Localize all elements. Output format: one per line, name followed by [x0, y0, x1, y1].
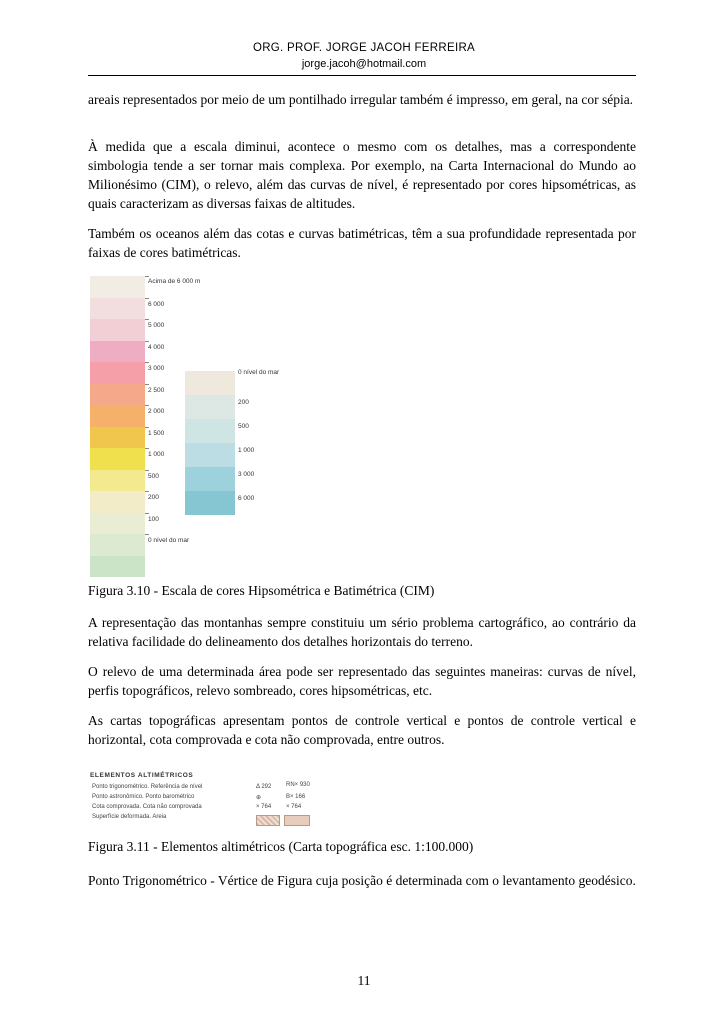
paragraph: O relevo de uma determinada área pode ser representado das seguintes maneiras: curvas de nível, perfis topográficos, relevo sombreado, cores hipsométricas, etc.	[88, 664, 636, 698]
hypsometric-tick	[145, 513, 149, 514]
hypsometric-band	[90, 448, 145, 470]
hypsometric-band	[90, 427, 145, 449]
legend-row-label: Ponto astronômico. Ponto barométrico	[92, 794, 195, 800]
hypsometric-label: 200	[148, 494, 159, 501]
figure-caption: Figura 3.10 - Escala de cores Hipsométrica e Batimétrica (CIM)	[88, 583, 435, 598]
hypsometric-tick	[145, 276, 149, 277]
hypsometric-label: 2 000	[148, 408, 165, 415]
hypsometric-tick	[145, 384, 149, 385]
paragraph: Também os oceanos além das cotas e curvas batimétricas, têm a sua profundidade representada por faixas de cores batimétricas.	[88, 226, 636, 260]
trig-point-symbol: Δ 292	[256, 784, 272, 790]
hypsometric-label: 2 500	[148, 386, 165, 394]
header-rule	[88, 75, 636, 76]
figure-caption: Figura 3.11 - Elementos altimétricos (Carta topográfica esc. 1:100.000)	[88, 839, 474, 854]
bathymetric-band	[185, 371, 235, 395]
paragraph: A representação das montanhas sempre constituiu um sério problema cartográfico, ao contrário da relativa facilidade do delineamento dos detalhes horizontais do terreno.	[88, 615, 636, 649]
bathymetric-band	[185, 443, 235, 467]
bathymetric-label: 3 000	[238, 471, 255, 478]
hypsometric-label: 1 000	[148, 451, 165, 458]
hypsometric-band	[90, 384, 145, 406]
hypsometric-tick	[145, 298, 149, 299]
hypsometric-label: 4 000	[148, 343, 165, 351]
header-email: jorge.jacoh@hotmail.com	[301, 58, 427, 70]
benchmark-symbol: RN× 930	[286, 782, 310, 788]
hypsometric-band	[90, 362, 145, 384]
hypsometric-tick	[145, 341, 149, 342]
bathymetric-band	[185, 491, 235, 515]
hypsometric-label: 0 nível do mar	[148, 537, 190, 544]
astro-point-symbol: ⊕	[256, 795, 262, 801]
hypsometric-band	[90, 534, 145, 556]
hypsometric-tick	[145, 491, 149, 492]
hypsometric-band	[90, 513, 145, 535]
hypsometric-tick	[145, 319, 149, 320]
legend-row-label: Superfície deformada. Areia	[92, 814, 167, 820]
barometric-point-symbol: B× 166	[286, 794, 306, 800]
bathymetric-label: 200	[238, 399, 249, 406]
hypsometric-band	[90, 276, 145, 298]
legend-title: ELEMENTOS ALTIMÉTRICOS	[90, 772, 194, 779]
verified-height-symbol: × 764	[256, 804, 272, 810]
bathymetric-band	[185, 467, 235, 491]
hypsometric-tick	[145, 470, 149, 471]
bathymetric-label: 500	[238, 423, 249, 430]
hypsometric-band	[90, 319, 145, 341]
hypsometric-tick	[145, 448, 149, 449]
bathymetric-band	[185, 419, 235, 443]
figure-hypsometric-scale	[90, 276, 290, 581]
paragraph: As cartas topográficas apresentam pontos de controle vertical e pontos de controle vertical e horizontal, cota comprovada e cota não comprovada, entre outros.	[88, 713, 636, 747]
hypsometric-label: 500	[148, 472, 159, 480]
hypsometric-band	[90, 470, 145, 492]
hypsometric-label: 3 000	[148, 365, 165, 372]
legend-row-label: Cota comprovada. Cota não comprovada	[92, 804, 202, 810]
hypsometric-band	[90, 341, 145, 363]
hypsometric-band	[90, 405, 145, 427]
page-number: 11	[357, 973, 371, 988]
hypsometric-label: 6 000	[148, 300, 165, 308]
paragraph: Ponto Trigonométrico - Vértice de Figura cuja posição é determinada com o levantamento geodésico.	[88, 873, 636, 888]
hypsometric-band	[90, 556, 145, 578]
hypsometric-label: 5 000	[148, 322, 165, 329]
hypsometric-tick	[145, 427, 149, 428]
hypsometric-label: 1 500	[148, 429, 165, 437]
paragraph: À medida que a escala diminui, acontece o mesmo com os detalhes, mas a correspondente simbologia tende a ser tornar mais complexa. Por exemplo, na Carta Internacional do Mundo ao Milionésimo (CIM), o relevo, além das curvas de nível, é representado por cores hipsométricas, as quais caracterizam as diversas faixas de altitudes.	[88, 139, 636, 211]
hypsometric-label: Acima de 6 000 m	[148, 278, 201, 285]
deformed-surface-swatch	[256, 815, 280, 826]
hypsometric-tick	[145, 405, 149, 406]
bathymetric-label: 0 nível do mar	[238, 369, 280, 376]
hypsometric-band	[90, 298, 145, 320]
legend-row-label: Ponto trigonométrico. Referência de nível	[92, 784, 203, 790]
bathymetric-band	[185, 395, 235, 419]
sand-swatch	[284, 815, 310, 826]
hypsometric-label: 100	[148, 515, 159, 523]
paragraph: areais representados por meio de um pontilhado irregular também é impresso, em geral, na cor sépia.	[88, 92, 634, 107]
bathymetric-label: 6 000	[238, 495, 255, 502]
unverified-height-symbol: × 764	[286, 804, 302, 810]
hypsometric-band	[90, 491, 145, 513]
hypsometric-tick	[145, 534, 149, 535]
figure-altimetric-elements	[90, 772, 330, 832]
header-author: ORG. PROF. JORGE JACOH FERREIRA	[252, 42, 476, 54]
hypsometric-tick	[145, 362, 149, 363]
bathymetric-label: 1 000	[238, 447, 255, 454]
